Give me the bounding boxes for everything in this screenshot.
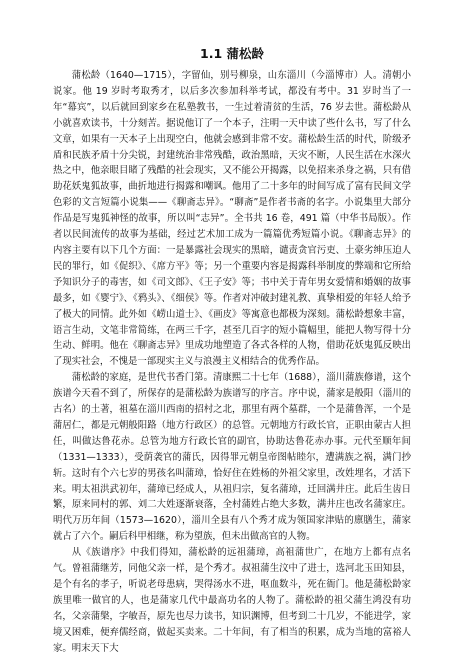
paragraph-1: 蒲松龄（1640—1715），字留仙，别号柳泉，山东淄川（今淄博市）人。清朝小说家。他 19 岁时考取秀才，以后多次参加科举考试，都没有考中。31 岁时当了一年“幕宾”，以后就回到家乡在私塾教书，一生过着清贫的生活，76 岁去世。蒲松龄从小就喜欢读书，十分刻苦。据说他订了一个本子，注明一天中读了些什么书，写了什么文章，如果有一天本子上出现空白，他就会感到非常不安。蒲松龄生活的时代，阶级矛盾和民族矛盾十分尖锐，封建统治非常残酷，政治黑暗，天灾不断，人民生活在水深火热之中，他亲眼目睹了残酷的社会现实，又不能公开揭露，以免招来杀身之祸，只有借助花妖鬼狐故事，曲折地进行揭露和嘲讽。他用了二十多年的时间写成了富有民间文学色彩的文言短篇小说集——《聊斋志异》。“聊斋”是作者书斋的名字。小说集里大部分作品是写鬼狐神怪的故事，所以叫“志异”。全书共 16 卷，491 篇（中华书局版）。作者以民间流传的故事为基础，经过艺术加工成为一篇篇优秀短篇小说。《聊斋志异》的内容主要有以下几个方面：一是暴露社会现实的黑暗，谴责贪官污吏、土豪劣绅压迫人民的罪行，如《促织》、《席方平》等；另一个重要内容是揭露科举制度的弊端和它所给予知识分子的毒害，如《司文郎》、《王子安》等；书中关于青年男女爱情和婚姻的故事最多，如《婴宁》、《鸦头》、《细侯》等。作者对冲破封建礼教、真挚相爱的年轻人给予了极大的同情。此外如《崂山道士》、《画皮》等寓意也都极为深刻。蒲松龄想象丰富，语言生动，文笔非常简练，在两三千字，甚至几百字的短小篇幅里，能把人物写得十分生动、鲜明。他在《聊斋志异》里成功地塑造了各式各样的人物，借助花妖鬼狐反映出了现实社会，不愧是一部现实主义与浪漫主义相结合的优秀作品。 — [53, 70, 411, 368]
paragraph-3: 从《族谱序》中我们得知，蒲松龄的远祖蒲璋，高祖蒲世广，在地方上都有点名气。曾祖蒲继芳，同他父亲一样，是个秀才。叔祖蒲生汶中了进士，选河北玉田知县，是个有名的孝子，听说老母患病，哭得汤水不进，呕血数斗，死在衙门。他是蒲松龄家族里唯一做官的人，也是蒲家几代中最高功名的人物了。蒲松龄的祖父蒲生鸿没有功名，父亲蒲槃，字敏吾，原先也尽力读书，知识渊博，但考到二十几岁，不能进学，家境又困难，便弃儒经商，做起买卖来。二十年间，有了相当的积累，成为当地的富裕人家。明末天下大 — [53, 547, 411, 654]
section-title: 1.1 蒲松龄 — [200, 46, 264, 61]
paragraph-2: 蒲松龄的家庭，是世代书香门第。清康熙二十七年（1688），淄川蒲族修谱，这个族谱今天看不到了，所保存的是蒲松龄为族谱写的序言。序中说，蒲家是般阳（淄川的古名）的土著，祖墓在淄川西南的招村之北，那里有两个墓群，一个是蒲鲁浑，一个是蒲居仁，都是元朝般阳路（地方行政区）的总管。元朝地方行政长官，正职由蒙古人担任，叫做达鲁花赤。总管为地方行政长官的副官，协助达鲁花赤办事。元代至顺年间（1331—1333），受荫袭官的蒲氏，因得罪元朝皇帝图帖睦尔，遭满族之祸，满门抄斩。这时有个六七岁的男孩名叫蒲璋，恰好住在姓杨的外祖父家里，改姓埋名，才活下来。明太祖洪武初年，蒲璋已经成人，从祖归宗，复名蒲璋，迁回满井庄。此后生齿日繁，原来同村的郭、刘二大姓逐渐衰落，全村蒲姓占绝大多数，满井庄也改名蒲家庄。明代万历年间（1573—1620），淄川全县有八个秀才成为领国家津贴的廪膳生，蒲家就占了六个。嗣后科甲相继，称为望族，但未出做高官的人物。 — [53, 372, 411, 543]
